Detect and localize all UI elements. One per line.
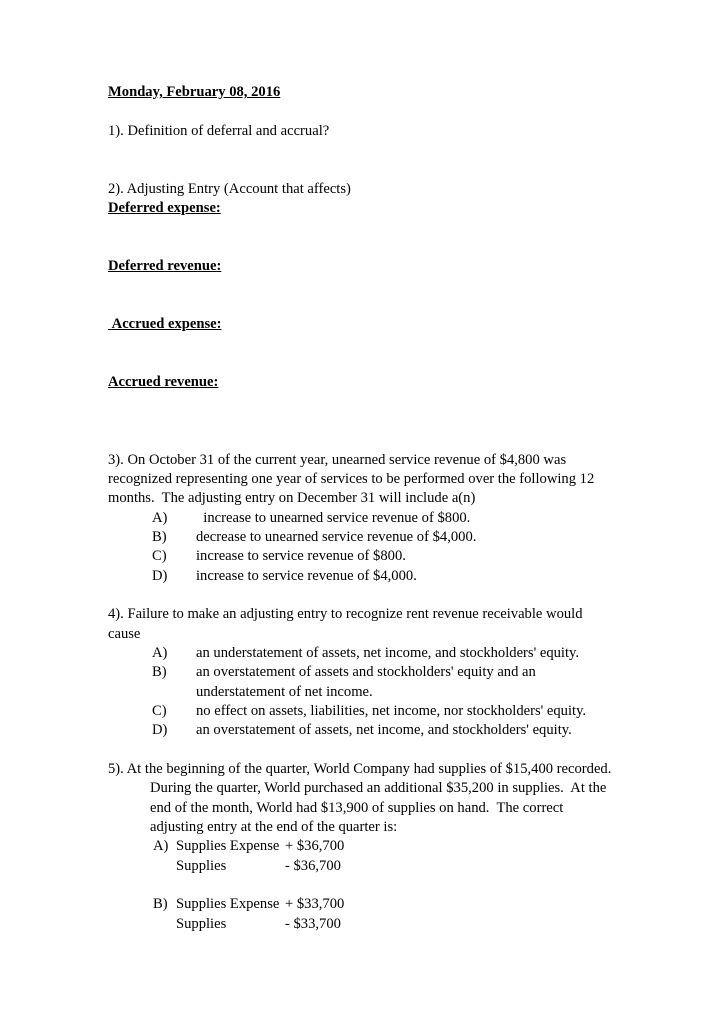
journal-amount: - $36,700 [285,857,341,874]
option-text: an overstatement of assets, net income, and stockholders' equity. [196,722,572,739]
question-4-line: 4). Failure to make an adjusting entry to recognize rent revenue receivable would [108,606,583,623]
option-text: no effect on assets, liabilities, net income, nor stockholders' equity. [196,703,587,719]
option-label: A) [152,644,168,661]
accrued-expense-heading: Accrued expense: [108,316,222,333]
deferred-revenue-heading: Deferred revenue: [108,258,222,275]
option-label: B) [153,896,168,913]
blank-line [108,296,648,315]
question-5-option-a-entry [176,857,648,876]
question-5-option-b [108,895,648,914]
question-3-line: recognized representing one year of services to be performed over the following 12 [108,470,595,487]
question-5-line: During the quarter, World purchased an additional $35,200 in supplies. At the [150,780,607,797]
option-label: A) [153,838,169,855]
option-text: increase to service revenue of $800. [196,548,406,565]
question-5-option-b-entry [176,915,648,934]
question-3-line: 3). On October 31 of the current year, unearned service revenue of $4,800 was [108,451,567,468]
deferred-expense-heading: Deferred expense: [108,200,221,217]
blank-line [108,431,648,450]
journal-amount: + $33,700 [285,896,345,913]
question-4-option-b [108,663,648,682]
option-label: D) [152,567,168,584]
option-label: C) [152,703,167,719]
blank-line [108,102,648,121]
blank-line [108,160,648,179]
blank-line [108,412,648,431]
question-5-line: end of the month, World had $13,900 of supplies on hand. The correct [150,799,564,816]
question-4-option-b-continued: understatement of net income. [196,683,373,700]
blank-line [108,876,648,895]
question-1-text: 1). Definition of deferral and accrual? [108,122,330,139]
journal-account: Supplies [176,857,227,874]
journal-amount: - $33,700 [285,915,341,932]
blank-line [108,354,648,373]
question-3-option-c [108,547,648,566]
blank-line [108,141,648,160]
blank-line [108,276,648,295]
blank-line [108,393,648,412]
question-3-line: months. The adjusting entry on December 31 will include a(n) [108,490,476,507]
date-heading: Monday, February 08, 2016 [108,84,281,100]
blank-line [108,741,648,760]
question-5-line: adjusting entry at the end of the quarter is: [150,819,398,836]
blank-line [108,238,648,257]
question-4-option-a [108,644,648,663]
question-4-option-d [108,721,648,740]
blank-line [108,586,648,605]
option-label: B) [152,664,167,681]
option-label: D) [152,722,168,739]
option-text: an overstatement of assets and stockholders' equity and an [196,664,536,681]
option-label: B) [152,528,167,545]
question-5-option-a [108,837,648,856]
journal-account: Supplies Expense [176,838,280,855]
question-4-line: cause [108,625,141,642]
question-3-option-d [108,567,648,586]
accrued-revenue-heading: Accrued revenue: [108,374,219,391]
document-body [108,83,648,934]
journal-account: Supplies Expense [176,896,280,913]
option-label: C) [152,548,167,565]
option-text: increase to unearned service revenue of $800. [196,509,471,526]
option-text: an understatement of assets, net income, and stockholders' equity. [196,644,580,661]
blank-line [108,218,648,237]
option-text: increase to service revenue of $4,000. [196,567,417,584]
question-3-option-b [108,528,648,547]
question-2-intro: 2). Adjusting Entry (Account that affects) [108,180,351,197]
journal-amount: + $36,700 [285,838,345,855]
blank-line [108,334,648,353]
question-5-line: 5). At the beginning of the quarter, World Company had supplies of $15,400 recorded. [108,761,612,778]
option-text: decrease to unearned service revenue of $4,000. [196,528,477,545]
journal-account: Supplies [176,915,227,932]
question-3-option-a [108,509,648,528]
question-4-option-c [108,702,648,721]
option-label: A) [152,509,168,526]
